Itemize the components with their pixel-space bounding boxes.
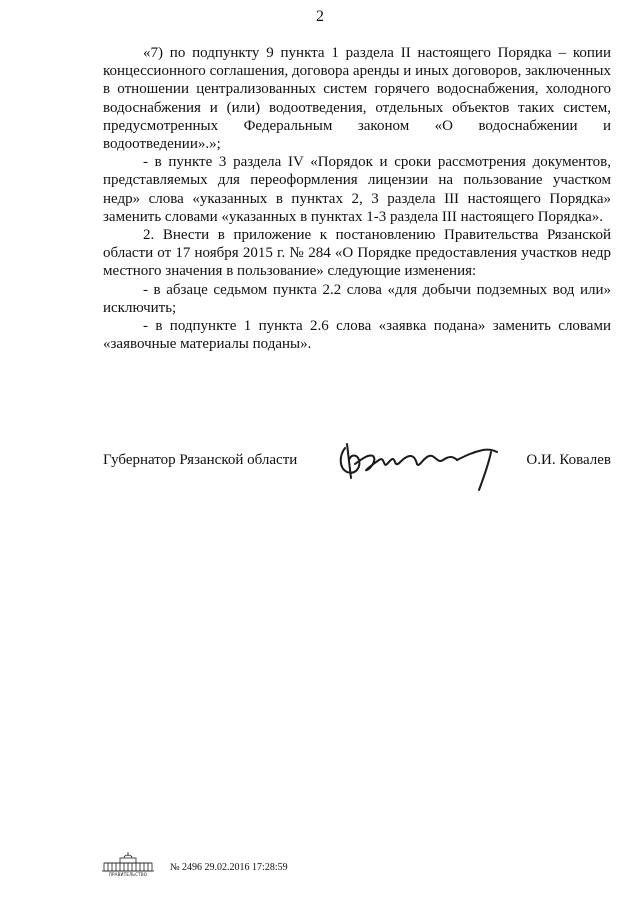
paragraph-section-iv-amendment: - в пункте 3 раздела IV «Порядок и сроки рассмотрения документов, представляемых для переоформления лицензии на пользование участком недр» слова «указанных в пунктах 2, 3 раздела III настоящего Порядка» заменить словами «указанных в пунктах 1-3 раздела III настоящего Порядка».	[103, 154, 611, 225]
handwritten-signature	[333, 434, 503, 496]
registration-footer	[100, 850, 500, 880]
signature-block	[103, 452, 611, 482]
paragraph-amendment-2: 2. Внести в приложение к постановлению Правительства Рязанской области от 17 ноября 2015 г. № 284 «О Порядке предоставления участков недр местного значения в пользование» следующие изменения:	[103, 227, 611, 280]
registration-stamp: № 2496 29.02.2016 17:28:59	[170, 862, 288, 873]
signatory-title: Губернатор Рязанской области	[103, 452, 298, 468]
logo-caption: ПРАВИТЕЛЬСТВО	[108, 872, 148, 877]
page-number: 2	[316, 8, 324, 25]
document-body	[103, 44, 611, 353]
paragraph-clause-2-6: - в подпункте 1 пункта 2.6 слова «заявка подана» заменить словами «заявочные материалы поданы».	[103, 318, 611, 353]
signatory-name: О.И. Ковалев	[526, 452, 611, 468]
paragraph-item-7: «7) по подпункту 9 пункта 1 раздела II настоящего Порядка – копии концессионного соглашения, договора аренды и иных договоров, заключенных в отношении централизованных систем горячего водоснабжения, холодного водоснабжения и (или) водоотведения, отдельных объектов таких систем, предусмотренных Федеральным законом «О водоснабжении и водоотведении».»;	[103, 45, 611, 153]
paragraph-clause-2-2: - в абзаце седьмом пункта 2.2 слова «для добычи подземных вод или» исключить;	[103, 281, 611, 316]
